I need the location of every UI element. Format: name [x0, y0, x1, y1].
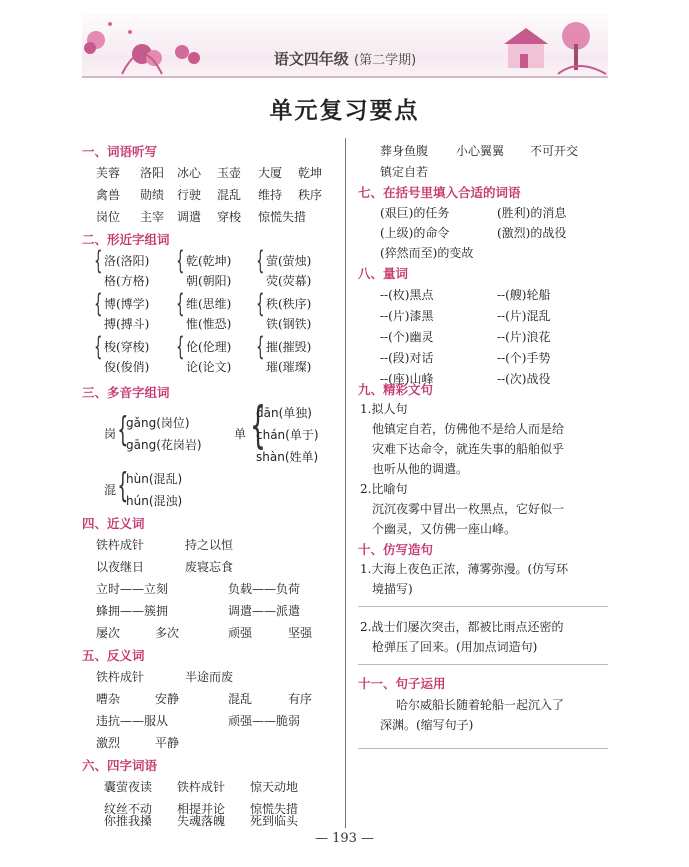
s8-phrase: --(个)幽灵: [380, 330, 434, 344]
s1-word: 芙蓉: [96, 166, 121, 180]
s2-word: 惟(惟恐): [186, 317, 232, 331]
s6-word: 死到临头: [250, 814, 299, 828]
s1-word: 主宰: [140, 210, 165, 224]
s1-word: 调遣: [177, 210, 202, 224]
header-banner: [82, 14, 608, 78]
s2-word: 摧(摧毁): [266, 340, 312, 354]
brace-icon: {: [176, 246, 185, 276]
s7-phrase: (艰巨)的任务: [380, 206, 450, 220]
s9-text-line: 他镇定自若，仿佛他不是给人而是给: [372, 422, 565, 436]
s5-word: 有序: [288, 692, 313, 706]
s4-word: 屡次: [96, 626, 121, 640]
s10-text-line: 枪弹压了回来。(用加点词造句): [372, 640, 538, 654]
section-2-heading: 二、形近字组词: [82, 232, 170, 247]
s6-word: 纹丝不动: [104, 802, 153, 816]
polyphone-reading: gǎng(岗位): [126, 416, 190, 430]
s2-word: 伦(伦理): [186, 340, 232, 354]
s2-word: 铁(钢铁): [266, 317, 312, 331]
s6-word: 失魂落魄: [177, 814, 226, 828]
s4-word: 负载——负荷: [228, 582, 301, 596]
s8-phrase: --(座)山峰: [380, 372, 434, 386]
polyphone-reading: dān(单独): [256, 406, 312, 420]
section-8-heading: 八、量词: [358, 266, 409, 281]
s5-word: 混乱: [228, 692, 253, 706]
polyphone-char: 岗: [104, 427, 117, 441]
s5-word: 安静: [155, 692, 180, 706]
s5-word: 平静: [155, 736, 180, 750]
brace-icon: {: [256, 332, 265, 362]
s6-word: 不可开交: [530, 144, 579, 158]
polyphone-reading: hún(混浊): [126, 494, 183, 508]
section-11-heading: 十一、句子运用: [358, 676, 446, 691]
s11-text-line: 哈尔威船长随着轮船一起沉入了: [396, 698, 565, 712]
brace-icon: {: [256, 289, 265, 319]
s6-word: 铁杵成针: [177, 780, 226, 794]
s6-word: 葬身鱼腹: [380, 144, 429, 158]
s5-word: 铁杵成针: [96, 670, 145, 684]
s2-word: 秩(秩序): [266, 297, 312, 311]
s10-text-line: 境描写): [372, 582, 413, 596]
s6-word: 惊天动地: [250, 780, 299, 794]
s1-word: 禽兽: [96, 188, 121, 202]
section-5-heading: 五、反义词: [82, 648, 145, 663]
s2-word: 璀(璀璨): [266, 360, 312, 374]
s8-phrase: --(片)漆黑: [380, 309, 434, 323]
s6-word: 囊萤夜读: [104, 780, 153, 794]
s1-word: 惊慌失措: [258, 210, 307, 224]
s7-phrase: (激烈)的战役: [497, 226, 567, 240]
s4-word: 调遣——派遣: [228, 604, 301, 618]
s4-word: 蜂拥——簇拥: [96, 604, 169, 618]
s1-word: 勋绩: [140, 188, 165, 202]
polyphone-char: 单: [234, 427, 247, 441]
brace-icon: {: [176, 289, 185, 319]
s1-word: 穿梭: [217, 210, 242, 224]
s6-word: 相提并论: [177, 802, 226, 816]
s2-word: 洛(洛阳): [104, 254, 150, 268]
answer-line: [358, 748, 608, 749]
s1-word: 冰心: [177, 166, 202, 180]
s1-word: 玉壶: [217, 166, 242, 180]
polyphone-reading: chán(单于): [256, 428, 319, 442]
s4-word: 持之以恒: [185, 538, 234, 552]
section-6-heading: 六、四字词语: [82, 758, 158, 773]
s4-word: 多次: [155, 626, 180, 640]
s6-word: 惊慌失措: [250, 802, 299, 816]
s2-word: 荧(荧幕): [266, 274, 312, 288]
polyphone-reading: shàn(姓单): [256, 450, 319, 464]
s9-text-line: 个幽灵，又仿佛一座山峰。: [372, 522, 517, 536]
answer-line: [358, 664, 608, 665]
page-title: 单元复习要点: [269, 97, 420, 124]
s2-word: 论(论文): [186, 360, 232, 374]
polyphone-reading: gāng(花岗岩): [126, 438, 202, 452]
s8-phrase: --(个)手势: [497, 351, 551, 365]
brace-icon: {: [94, 246, 103, 276]
s4-word: 废寝忘食: [185, 560, 234, 574]
brace-icon: {: [249, 396, 266, 454]
s1-word: 秩序: [298, 188, 323, 202]
section-4-heading: 四、近义词: [82, 516, 145, 531]
s1-word: 大厦: [258, 166, 283, 180]
s2-word: 梭(穿梭): [104, 340, 150, 354]
s2-word: 乾(乾坤): [186, 254, 232, 268]
s8-phrase: --(次)战役: [497, 372, 551, 386]
polyphone-reading: hùn(混乱): [126, 472, 183, 486]
s2-word: 博(博学): [104, 297, 150, 311]
s5-word: 违抗——服从: [96, 714, 169, 728]
s11-text-line: 深渊。(缩写句子): [380, 718, 474, 732]
s6-word: 小心翼翼: [456, 144, 505, 158]
s9-text-line: 也听从他的调遣。: [372, 462, 469, 476]
s5-word: 半途而废: [185, 670, 234, 684]
s6-word: 镇定自若: [380, 165, 429, 179]
s7-phrase: (上级)的命令: [380, 226, 450, 240]
s5-word: 激烈: [96, 736, 121, 750]
s4-word: 以夜继日: [96, 560, 145, 574]
s6-word: 你推我搡: [104, 814, 153, 828]
brace-icon: {: [176, 332, 185, 362]
s4-word: 立时——立刻: [96, 582, 169, 596]
s8-phrase: --(片)混乱: [497, 309, 551, 323]
brace-icon: {: [94, 332, 103, 362]
s10-text-line: 2.战士们屡次突击，都被比雨点还密的: [360, 620, 564, 634]
s2-word: 朝(朝阳): [186, 274, 232, 288]
section-3-heading: 三、多音字组词: [82, 385, 170, 400]
s4-word: 坚强: [288, 626, 313, 640]
header-title: [82, 48, 608, 69]
s9-item-label: 2.比喻句: [360, 482, 408, 496]
s9-text-line: 沉沉夜雾中冒出一枚黑点，它好似一: [372, 502, 565, 516]
s8-phrase: --(段)对话: [380, 351, 434, 365]
s4-word: 顽强: [228, 626, 253, 640]
s1-word: 乾坤: [298, 166, 323, 180]
section-1-heading: 一、词语听写: [82, 144, 158, 159]
brace-icon: {: [117, 410, 129, 450]
brace-icon: {: [117, 466, 129, 506]
s1-word: 岗位: [96, 210, 121, 224]
s8-phrase: --(艘)轮船: [497, 288, 551, 302]
page-number: — 193 —: [314, 831, 375, 846]
section-9-heading: 九、精彩文句: [358, 382, 434, 397]
s9-item-label: 1.拟人句: [360, 402, 408, 416]
s8-phrase: --(片)浪花: [497, 330, 551, 344]
brace-icon: {: [94, 289, 103, 319]
s9-text-line: 灾难下达命令，就连失事的船舶似乎: [372, 442, 565, 456]
grade-label: 语文四年级: [273, 50, 349, 68]
s1-word: 行驶: [177, 188, 202, 202]
brace-icon: {: [256, 246, 265, 276]
term-label: (第二学期): [354, 53, 417, 68]
s7-phrase: (胜利)的消息: [497, 206, 567, 220]
s2-word: 搏(搏斗): [104, 317, 150, 331]
s1-word: 洛阳: [140, 166, 165, 180]
s5-word: 嘈杂: [96, 692, 121, 706]
section-10-heading: 十、仿写造句: [358, 542, 434, 557]
s2-word: 格(方格): [104, 274, 150, 288]
s10-text-line: 1.大海上夜色正浓，薄雾弥漫。(仿写环: [360, 562, 569, 576]
s5-word: 顽强——脆弱: [228, 714, 301, 728]
s1-word: 混乱: [217, 188, 242, 202]
s2-word: 维(思维): [186, 297, 232, 311]
polyphone-char: 混: [104, 483, 117, 497]
s7-phrase: (猝然而至)的变故: [380, 246, 474, 260]
s2-word: 萤(萤烛): [266, 254, 312, 268]
s1-word: 维持: [258, 188, 283, 202]
s8-phrase: --(枚)黑点: [380, 288, 434, 302]
answer-line: [358, 606, 608, 607]
s4-word: 铁杵成针: [96, 538, 145, 552]
section-7-heading: 七、在括号里填入合适的词语: [358, 185, 521, 200]
s2-word: 俊(俊俏): [104, 360, 150, 374]
column-divider: [345, 138, 346, 828]
